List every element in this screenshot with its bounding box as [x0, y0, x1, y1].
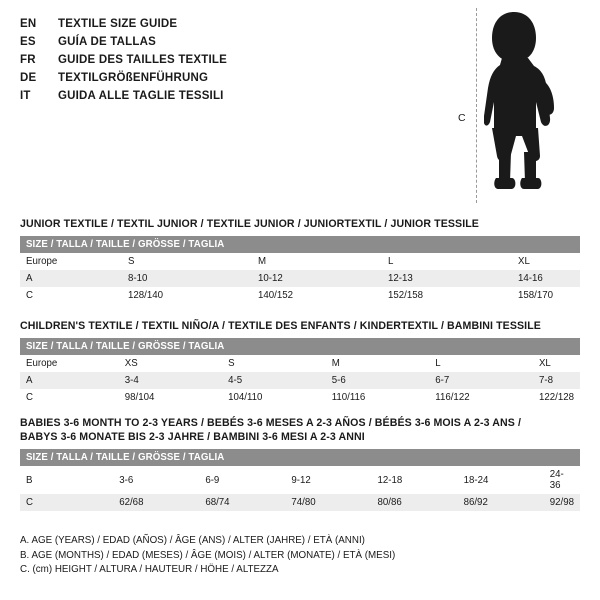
height-measure-line — [476, 8, 477, 203]
language-row-fr — [20, 51, 440, 69]
row-label: Europe — [20, 355, 119, 372]
column-header-m: M — [326, 355, 430, 372]
junior-table-header-label: SIZE / TALLA / TAILLE / GRÖSSE / TAGLIA — [20, 236, 580, 253]
column-header-xl: XL — [533, 355, 580, 372]
cell: 24-36 — [544, 466, 580, 494]
children-table-header-label: SIZE / TALLA / TAILLE / GRÖSSE / TAGLIA — [20, 338, 580, 355]
row-label: A — [20, 372, 119, 389]
language-row-de — [20, 69, 440, 87]
column-header-s: S — [222, 355, 326, 372]
row-label: A — [20, 270, 122, 287]
babies-table-header-label: SIZE / TALLA / TAILLE / GRÖSSE / TAGLIA — [20, 449, 580, 466]
cell: 152/158 — [382, 287, 512, 304]
cell: 80/86 — [372, 494, 458, 511]
language-title: GUÍA DE TALLAS — [58, 36, 156, 48]
column-header-l: L — [382, 253, 512, 270]
row-label: B — [20, 466, 113, 494]
row-label: C — [20, 287, 122, 304]
table-row — [20, 389, 580, 406]
column-header-xl: XL — [512, 253, 580, 270]
cell: 62/68 — [113, 494, 199, 511]
legend-line-b: B. AGE (MONTHS) / EDAD (MESES) / ÂGE (MOIS) / ALTER (MONATE) / ETÀ (MESI) — [20, 549, 396, 561]
column-header-xs: XS — [119, 355, 222, 372]
children-size-table — [20, 338, 580, 406]
measurement-figure — [440, 8, 590, 203]
table-row — [20, 253, 580, 270]
language-title: GUIDA ALLE TAGLIE TESSILI — [58, 90, 224, 102]
table-row — [20, 355, 580, 372]
cell: 98/104 — [119, 389, 222, 406]
table-row — [20, 270, 580, 287]
cell: 18-24 — [458, 466, 544, 494]
column-header-l: L — [429, 355, 533, 372]
language-row-it — [20, 87, 440, 105]
junior-size-table — [20, 236, 580, 304]
language-title-block — [20, 15, 440, 105]
row-label: C — [20, 494, 113, 511]
cell: 140/152 — [252, 287, 382, 304]
language-row-es — [20, 33, 440, 51]
cell: 116/122 — [429, 389, 533, 406]
section-title-babies-line2: BABYS 3-6 MONATE BIS 2-3 JAHRE / BAMBINI 3-6 MESI A 2-3 ANNI — [20, 431, 365, 443]
cell: 86/92 — [458, 494, 544, 511]
cell: 158/170 — [512, 287, 580, 304]
language-title: GUIDE DES TAILLES TEXTILE — [58, 54, 227, 66]
cell: 3-4 — [119, 372, 222, 389]
language-code: EN — [20, 18, 37, 30]
table-row — [20, 372, 580, 389]
cell: 110/116 — [326, 389, 430, 406]
language-row-en — [20, 15, 440, 33]
cell: 4-5 — [222, 372, 326, 389]
language-code: DE — [20, 72, 37, 84]
table-head-row — [20, 236, 580, 253]
cell: 128/140 — [122, 287, 252, 304]
cell: 6-7 — [429, 372, 533, 389]
column-header-m: M — [252, 253, 382, 270]
table-head-row — [20, 449, 580, 466]
babies-size-table — [20, 449, 580, 511]
cell: 104/110 — [222, 389, 326, 406]
cell: 7-8 — [533, 372, 580, 389]
baby-silhouette-icon — [484, 10, 584, 200]
cell: 14-16 — [512, 270, 580, 287]
height-measure-label: C — [458, 112, 466, 124]
cell: 5-6 — [326, 372, 430, 389]
legend-line-a: A. AGE (YEARS) / EDAD (AÑOS) / ÂGE (ANS) / ALTER (JAHRE) / ETÀ (ANNI) — [20, 535, 365, 546]
language-code: IT — [20, 90, 31, 102]
column-header-s: S — [122, 253, 252, 270]
cell: 6-9 — [199, 466, 285, 494]
table-row — [20, 494, 580, 511]
language-title: TEXTILE SIZE GUIDE — [58, 18, 178, 30]
cell: 8-10 — [122, 270, 252, 287]
language-title: TEXTILGRÖßENFÜHRUNG — [58, 72, 209, 84]
table-head-row — [20, 338, 580, 355]
cell: 12-18 — [372, 466, 458, 494]
cell: 68/74 — [199, 494, 285, 511]
section-title-children: CHILDREN'S TEXTILE / TEXTIL NIÑO/A / TEXTILE DES ENFANTS / KINDERTEXTIL / BAMBINI TESSILE — [20, 320, 541, 332]
row-label: Europe — [20, 253, 122, 270]
cell: 122/128 — [533, 389, 580, 406]
cell: 3-6 — [113, 466, 199, 494]
cell: 9-12 — [285, 466, 371, 494]
section-title-babies-line1: BABIES 3-6 MONTH TO 2-3 YEARS / BEBÉS 3-6 MESES A 2-3 AÑOS / BÉBÉS 3-6 MOIS A 2-3 ANS / — [20, 417, 522, 429]
legend-block — [20, 534, 580, 578]
legend-line-c: C. (cm) HEIGHT / ALTURA / HAUTEUR / HÖHE / ALTEZZA — [20, 564, 279, 575]
table-row — [20, 466, 580, 494]
language-code: ES — [20, 36, 36, 48]
cell: 12-13 — [382, 270, 512, 287]
section-title-junior: JUNIOR TEXTILE / TEXTIL JUNIOR / TEXTILE JUNIOR / JUNIORTEXTIL / JUNIOR TESSILE — [20, 218, 479, 230]
cell: 74/80 — [285, 494, 371, 511]
language-code: FR — [20, 54, 36, 66]
cell: 92/98 — [544, 494, 580, 511]
cell: 10-12 — [252, 270, 382, 287]
table-row — [20, 287, 580, 304]
row-label: C — [20, 389, 119, 406]
